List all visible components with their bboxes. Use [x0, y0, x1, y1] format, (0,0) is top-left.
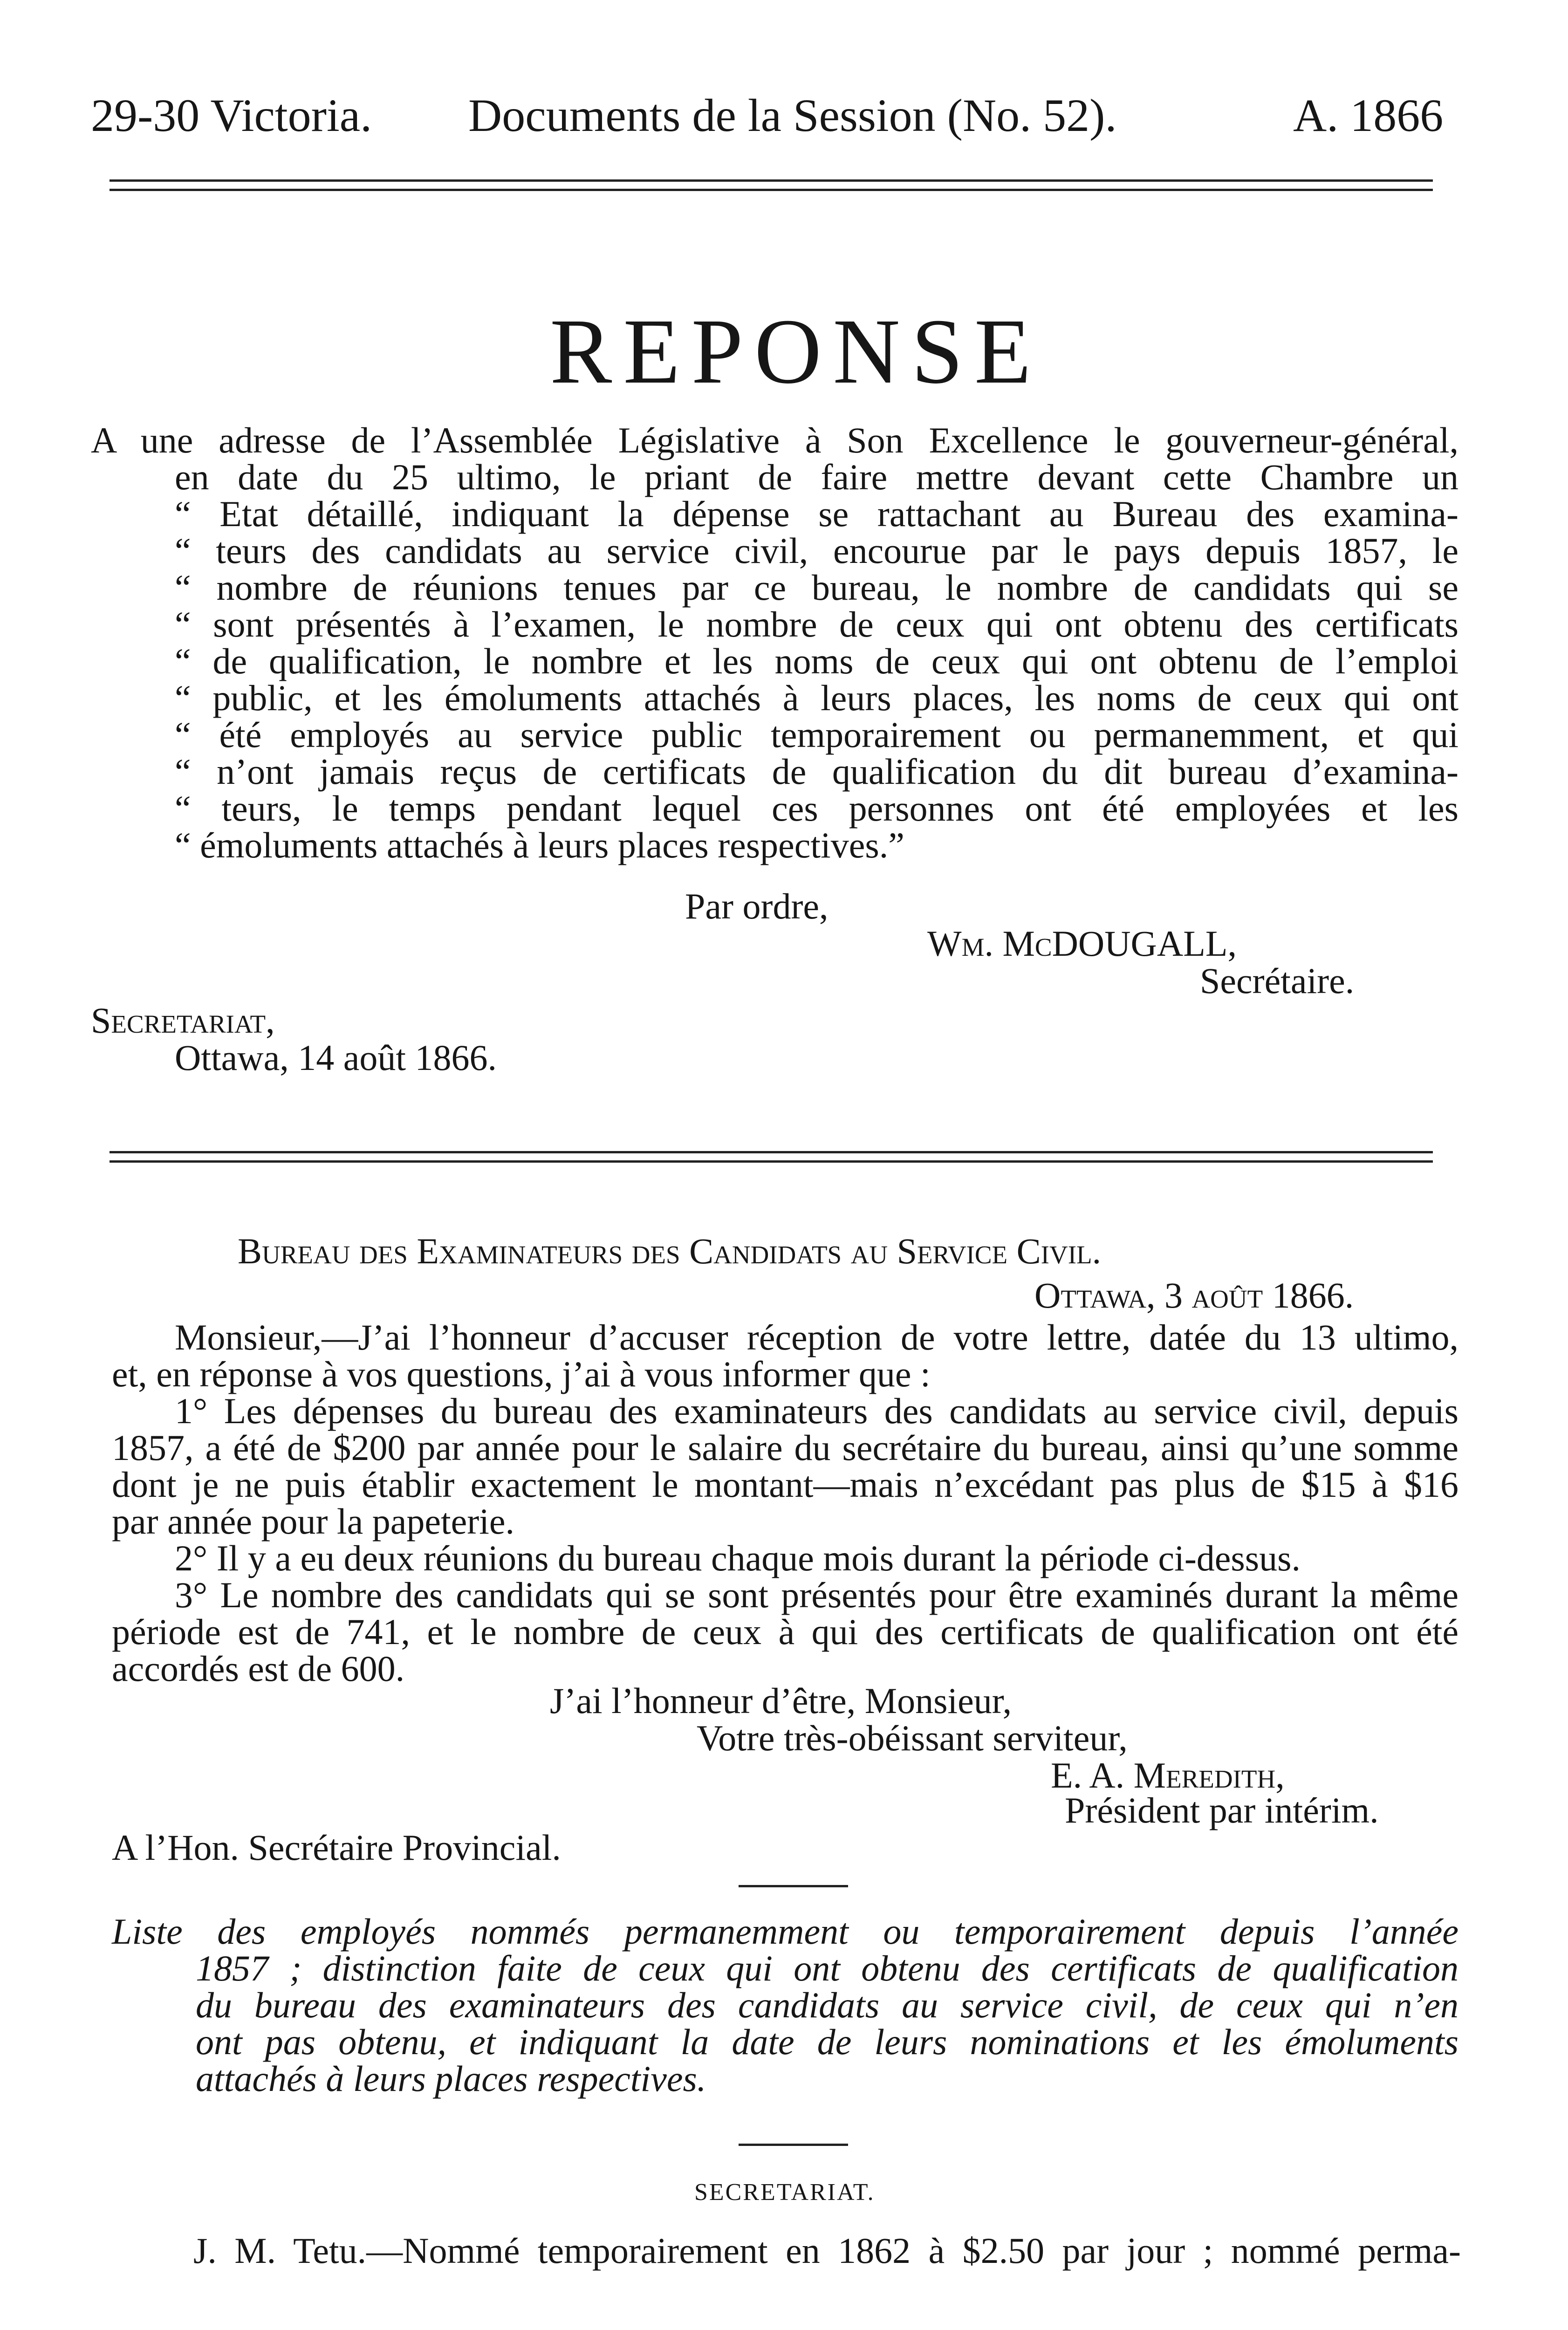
address-date: Ottawa, 14 août 1866. [175, 1037, 497, 1078]
address-line: “ teurs des candidats au service civil, encourue par le pays depuis 1857, le [175, 530, 1458, 571]
address-line: A une adresse de l’Assemblée Législative à Son Excellence le gouverneur-général, [91, 420, 1458, 460]
letter-line: Monsieur,—J’ai l’honneur d’accuser réception de votre lettre, datée du 13 ultimo, [175, 1317, 1458, 1357]
letter-line: par année pour la papeterie. [112, 1501, 515, 1542]
letter-heading: Bureau des Examinateurs des Candidats au Service Civil. [238, 1231, 1102, 1271]
par-ordre: Par ordre, [685, 886, 829, 926]
list-intro-line: attachés à leurs places respectives. [196, 2058, 706, 2099]
list-intro-line: Liste des employés nommés permanemment ou temporairement depuis l’année [112, 1911, 1458, 1952]
header-documents: Documents de la Session (No. 52). [468, 89, 1117, 141]
letter-line: accordés est de 600. [112, 1648, 405, 1689]
header-rule-1 [110, 179, 1433, 182]
address-line: “ Etat détaillé, indiquant la dépense se rattachant au Bureau des examina- [175, 493, 1458, 534]
list-intro-line: 1857 ; distinction faite de ceux qui ont obtenu des certificats de qualification [196, 1948, 1458, 1988]
letter-line: période est de 741, et le nombre de ceux à qui des certificats de qualification ont été [112, 1611, 1458, 1652]
address-paragraph-continued [175, 459, 1458, 863]
header-year: A. 1866 [1293, 89, 1444, 141]
letter-closing-2: Votre très-obéissant serviteur, [697, 1718, 1128, 1758]
address-signer-title: Secrétaire. [1200, 960, 1355, 1001]
address-line: “ n’ont jamais reçus de certificats de qualification du dit bureau d’examina- [175, 751, 1458, 792]
letter-closing-1: J’ai l’honneur d’être, Monsieur, [550, 1680, 1012, 1721]
letter-line: 1° Les dépenses du bureau des examinateurs des candidats au service civil, depuis [175, 1391, 1458, 1431]
address-paragraph [91, 422, 1458, 459]
address-line: “ été employés au service public temporairement ou permanemment, et qui [175, 714, 1458, 755]
header-rule-2 [110, 189, 1433, 191]
letter-line: 2° Il y a eu deux réunions du bureau chaque mois durant la période ci-dessus. [175, 1538, 1301, 1578]
letter-line: et, en réponse à vos questions, j’ai à vous informer que : [112, 1354, 931, 1394]
list-intro [112, 1913, 1458, 1950]
section-rule-1 [110, 1151, 1433, 1153]
address-line: “ de qualification, le nombre et les noms de ceux qui ont obtenu de l’emploi [175, 641, 1458, 681]
secretariat-heading: SECRETARIAT. [694, 2179, 875, 2206]
address-signer: Wm. McDOUGALL, [927, 923, 1237, 964]
first-entry-line: J. M. Tetu.—Nommé temporairement en 1862 à $2.50 par jour ; nommé perma- [193, 2230, 1461, 2271]
header-volume: 29-30 Victoria. [91, 89, 372, 141]
address-place: Secretariat, [91, 1000, 275, 1041]
short-divider-2 [739, 2144, 848, 2146]
section-rule-2 [110, 1160, 1433, 1163]
address-line: en date du 25 ultimo, le priant de faire mettre devant cette Chambre un [175, 457, 1458, 497]
address-line: “ émoluments attachés à leurs places respectives.” [175, 825, 904, 865]
letter-signer: E. A. Meredith, [1051, 1755, 1285, 1795]
letter-signer-title: Président par intérim. [1065, 1790, 1379, 1830]
short-divider-1 [739, 1885, 848, 1887]
list-intro-continued [196, 1950, 1458, 2097]
list-intro-line: ont pas obtenu, et indiquant la date de leurs nominations et les émoluments [196, 2022, 1458, 2062]
address-line: “ sont présentés à l’examen, le nombre de ceux qui ont obtenu des certificats [175, 604, 1458, 644]
letter-line: 1857, a été de $200 par année pour le salaire du secrétaire du bureau, ainsi qu’une somme [112, 1427, 1458, 1468]
letter-line: dont je ne puis établir exactement le montant—mais n’excédant pas plus de $15 à $16 [112, 1464, 1458, 1505]
address-line: “ public, et les émoluments attachés à leurs places, les noms de ceux qui ont [175, 678, 1458, 718]
letter-addressee: A l’Hon. Secrétaire Provincial. [112, 1827, 561, 1868]
page-title: REPONSE [550, 300, 1043, 403]
letter-dateline: Ottawa, 3 août 1866. [1034, 1275, 1354, 1316]
list-intro-line: du bureau des examinateurs des candidats au service civil, de ceux qui n’en [196, 1985, 1458, 2025]
letter-line: 3° Le nombre des candidats qui se sont présentés pour être examinés durant la même [175, 1575, 1458, 1615]
address-line: “ teurs, le temps pendant lequel ces personnes ont été employées et les [175, 788, 1458, 829]
letter-body [112, 1319, 1458, 1687]
first-entry [193, 2232, 1461, 2269]
address-line: “ nombre de réunions tenues par ce bureau, le nombre de candidats qui se [175, 567, 1458, 608]
